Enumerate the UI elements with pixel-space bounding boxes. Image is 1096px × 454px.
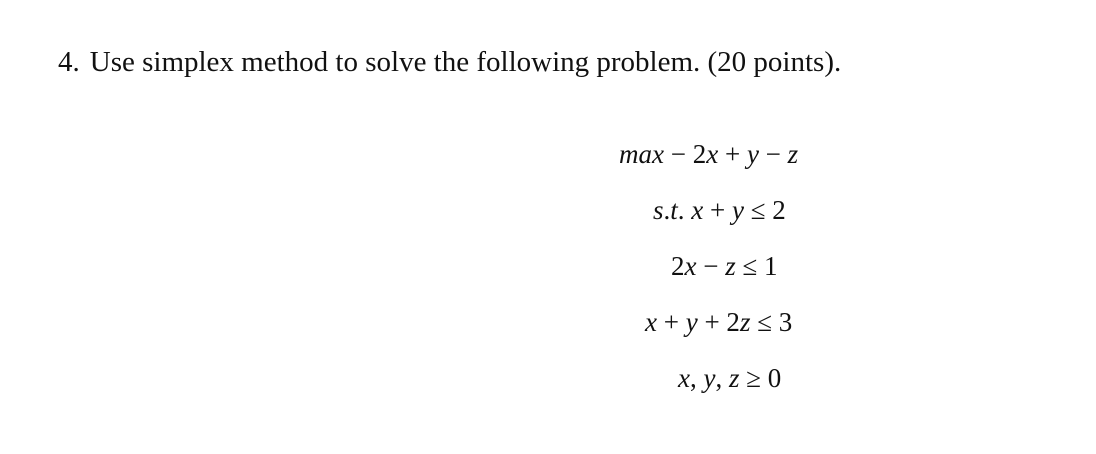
nonnegativity-constraint: x, y, z ≥ 0	[678, 363, 782, 393]
question-heading	[58, 42, 841, 82]
objective-function: max − 2x + y − z	[619, 139, 799, 169]
constraint-3: x + y + 2z ≤ 3	[645, 307, 793, 337]
question-number: 4.	[58, 46, 80, 78]
question-text: Use simplex method to solve the following problem. (20 points).	[89, 46, 842, 78]
constraint-2: 2x − z ≤ 1	[671, 251, 778, 281]
constraint-1: s.t. x + y ≤ 2	[653, 195, 786, 225]
